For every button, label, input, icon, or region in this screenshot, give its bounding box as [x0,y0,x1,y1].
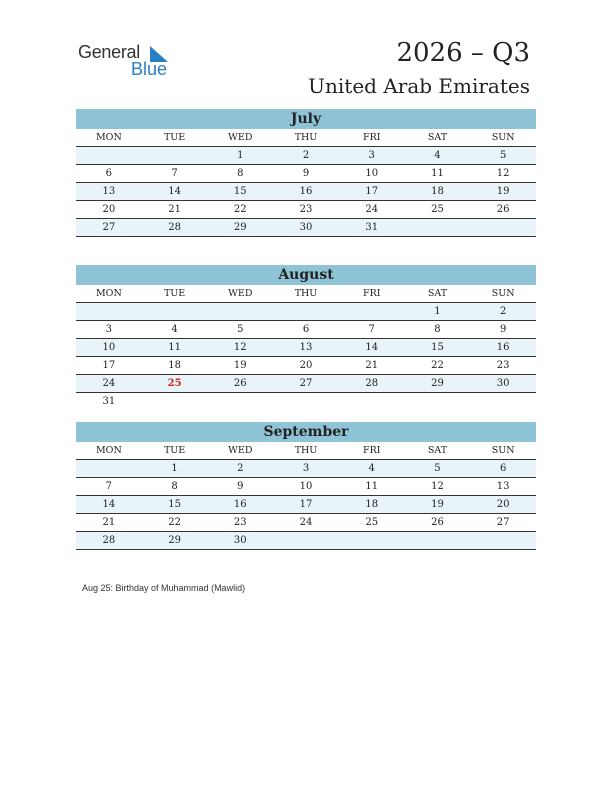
weekday-label: SUN [491,445,515,456]
week-row [76,201,536,219]
day-cell [273,532,339,549]
day-cell: 26 [431,517,444,528]
day-cell: 25 [167,378,182,389]
week-row [76,321,536,339]
day-cell: 7 [105,481,113,492]
day-cell: 25 [431,204,444,215]
day-cell: 27 [102,222,116,233]
month-header: September [76,422,536,442]
day-cell: 28 [102,535,116,546]
day-cell: 6 [302,324,310,335]
month-september [76,422,536,550]
weekday-label: SUN [491,288,515,299]
day-cell: 1 [237,150,244,161]
day-cell: 2 [499,306,507,317]
day-cell [405,219,471,236]
day-cell: 8 [434,324,441,335]
week-row [76,303,536,321]
week-row [76,393,536,410]
day-cell: 1 [171,463,178,474]
weekday-label: SAT [427,288,448,299]
weekday-label: SUN [491,132,515,143]
month-header: August [76,265,536,285]
day-cell: 14 [365,342,379,353]
week-row [76,496,536,514]
day-cell [339,303,405,320]
day-cell: 9 [237,481,244,492]
day-cell: 19 [496,186,510,197]
day-cell [339,393,405,410]
day-cell: 29 [431,378,444,389]
weekday-label: FRI [362,132,381,143]
day-cell: 21 [168,204,181,215]
day-cell: 27 [496,517,510,528]
day-cell: 24 [365,204,379,215]
day-cell: 7 [368,324,375,335]
week-row [76,478,536,496]
day-cell: 16 [299,186,313,197]
day-cell: 4 [368,463,375,474]
day-cell: 9 [499,324,507,335]
day-cell: 24 [102,378,116,389]
day-cell: 17 [102,360,116,371]
day-cell: 18 [365,499,379,510]
day-cell [207,303,273,320]
day-cell: 13 [102,186,116,197]
week-row [76,460,536,478]
day-cell: 19 [233,360,247,371]
day-cell: 22 [168,517,181,528]
day-cell: 10 [299,481,313,492]
day-cell: 3 [368,150,375,161]
day-cell [76,303,142,320]
day-cell [273,303,339,320]
day-cell: 20 [299,360,313,371]
weekday-label: FRI [362,445,381,456]
day-cell [207,393,273,410]
day-cell [76,460,142,477]
day-cell: 16 [233,499,247,510]
day-cell: 28 [365,378,379,389]
day-cell: 21 [102,517,116,528]
day-cell: 28 [168,222,181,233]
week-row [76,514,536,532]
day-cell: 12 [496,168,510,179]
weekday-label: MON [95,288,122,299]
day-cell: 1 [434,306,441,317]
day-cell [142,147,208,164]
weekday-label: MON [95,445,122,456]
day-cell: 19 [431,499,444,510]
day-cell: 14 [102,499,116,510]
day-cell [470,532,536,549]
weekday-label: MON [95,132,122,143]
page-subtitle: United Arab Emirates [308,74,530,98]
day-cell: 20 [496,499,510,510]
day-cell: 2 [237,463,244,474]
day-cell: 10 [365,168,379,179]
day-cell: 4 [171,324,178,335]
day-cell: 23 [233,517,247,528]
day-cell [76,147,142,164]
day-cell [405,393,471,410]
weekday-label: WED [228,288,253,299]
day-cell [273,393,339,410]
day-cell: 30 [233,535,247,546]
day-cell: 15 [233,186,247,197]
weekday-label: THU [294,132,318,143]
weekday-label: FRI [362,288,381,299]
day-cell: 21 [365,360,379,371]
day-cell: 20 [102,204,116,215]
day-cell: 16 [496,342,510,353]
day-cell: 6 [105,168,113,179]
logo-general-text: General [78,42,140,62]
day-cell [405,532,471,549]
day-cell: 18 [168,360,181,371]
day-cell: 8 [237,168,244,179]
day-cell: 24 [299,517,313,528]
day-cell: 25 [365,517,379,528]
day-cell: 11 [168,342,181,353]
day-cell: 13 [496,481,510,492]
day-cell: 22 [233,204,247,215]
week-row [76,375,536,393]
day-cell: 22 [431,360,444,371]
page-title: 2026 – Q3 [396,38,530,68]
day-cell: 31 [365,222,379,233]
week-row [76,183,536,201]
week-row [76,147,536,165]
weekday-label: THU [294,445,318,456]
day-cell: 3 [302,463,310,474]
day-cell: 7 [171,168,178,179]
day-cell: 4 [434,150,441,161]
week-row [76,339,536,357]
week-row [76,219,536,237]
month-july [76,109,536,237]
day-cell: 23 [299,204,313,215]
logo-blue-text: Blue [131,59,168,79]
day-cell: 29 [168,535,181,546]
day-cell: 13 [299,342,313,353]
day-cell: 11 [431,168,444,179]
weekday-header-row [76,129,536,147]
week-row [76,357,536,375]
generalblue-logo [78,42,178,82]
day-cell: 17 [299,499,313,510]
day-cell: 12 [431,481,444,492]
day-cell [142,303,208,320]
day-cell: 5 [237,324,244,335]
month-august [76,265,536,410]
week-row [76,532,536,550]
day-cell [470,393,536,410]
weekday-header-row [76,442,536,460]
day-cell: 3 [105,324,113,335]
weekday-label: SAT [427,132,448,143]
weekday-label: WED [228,445,253,456]
weekday-header-row [76,285,536,303]
day-cell: 8 [171,481,178,492]
day-cell: 14 [168,186,181,197]
day-cell [470,219,536,236]
weekday-label: SAT [427,445,448,456]
day-cell: 5 [499,150,507,161]
day-cell: 26 [233,378,247,389]
day-cell: 9 [302,168,310,179]
day-cell: 30 [496,378,510,389]
day-cell: 11 [365,481,379,492]
weekday-label: TUE [163,288,186,299]
day-cell [339,532,405,549]
day-cell: 23 [496,360,510,371]
day-cell: 29 [233,222,247,233]
weekday-label: WED [228,132,253,143]
weekday-label: THU [294,288,318,299]
day-cell: 15 [168,499,181,510]
day-cell: 31 [102,396,116,407]
day-cell: 2 [302,150,310,161]
holiday-footnote: Aug 25: Birthday of Muhammad (Mawlid) [82,583,246,593]
day-cell: 17 [365,186,379,197]
weekday-label: TUE [163,132,186,143]
day-cell: 5 [434,463,441,474]
day-cell: 18 [431,186,444,197]
day-cell: 12 [233,342,247,353]
day-cell: 6 [499,463,507,474]
week-row [76,165,536,183]
day-cell [142,393,208,410]
day-cell: 15 [431,342,444,353]
weekday-label: TUE [163,445,186,456]
day-cell: 10 [102,342,116,353]
day-cell: 30 [299,222,313,233]
day-cell: 27 [299,378,313,389]
month-header: July [76,109,536,129]
day-cell: 26 [496,204,510,215]
